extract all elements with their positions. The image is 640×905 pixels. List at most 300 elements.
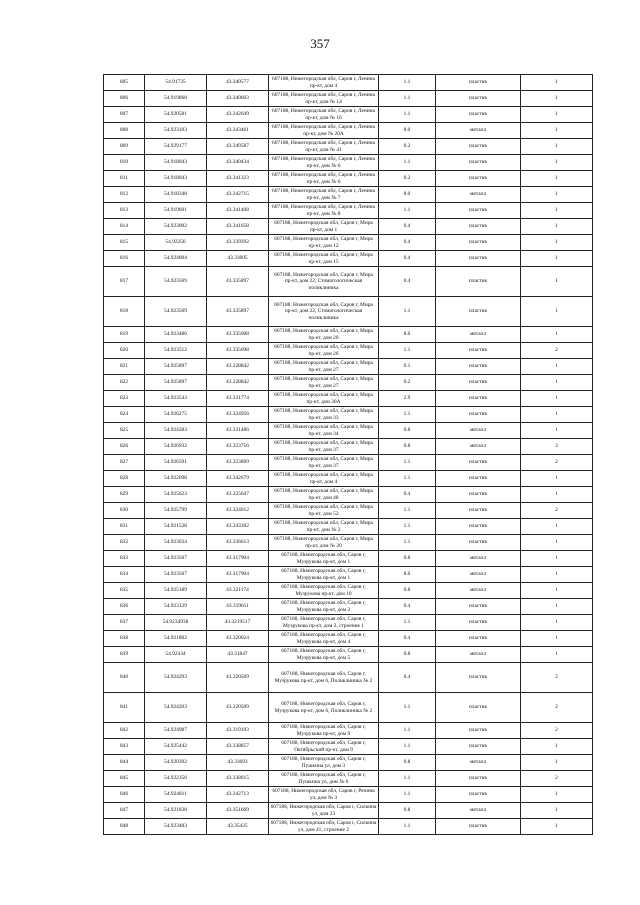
longitude-cell: 43.340577 [207,75,269,91]
material-cell: металл [436,647,521,663]
volume-cell: 1.1 [379,75,436,91]
row-number-cell: 806 [104,91,145,107]
latitude-cell: 54.919868 [145,91,207,107]
table-row [104,663,593,693]
material-cell: металл [436,123,521,139]
quantity-cell: 1 [521,535,593,551]
row-number-cell: 816 [104,251,145,267]
longitude-cell: 43.335098 [207,343,269,359]
table-row [104,375,593,391]
quantity-cell: 1 [521,739,593,755]
quantity-cell: 1 [521,75,593,91]
volume-cell: 0.4 [379,599,436,615]
row-number-cell: 828 [104,471,145,487]
table-row [104,471,593,487]
latitude-cell: 54.923483 [145,819,207,835]
latitude-cell: 54.926275 [145,407,207,423]
row-number-cell: 836 [104,599,145,615]
latitude-cell: 54.921802 [145,631,207,647]
volume-cell: 1.1 [379,91,436,107]
quantity-cell: 1 [521,803,593,819]
latitude-cell: 54.918348 [145,187,207,203]
row-number-cell: 841 [104,693,145,723]
row-number-cell: 829 [104,487,145,503]
table-row [104,75,593,91]
table-row [104,615,593,631]
row-number-cell: 824 [104,407,145,423]
table-row [104,235,593,251]
material-cell: пластик [436,359,521,375]
quantity-cell: 1 [521,407,593,423]
address-cell: 607188, Нижегородская обл, Саров г, Мира пр-кт, дом 52 [269,503,379,519]
quantity-cell: 1 [521,123,593,139]
volume-cell: 0.8 [379,439,436,455]
row-number-cell: 833 [104,551,145,567]
address-cell: 607188, Нижегородская обл, Саров г, Мира пр-кт, дом 33 [269,407,379,423]
quantity-cell: 1 [521,235,593,251]
address-cell: 607188, Нижегородская обл, Саров г, Ленина пр-кт, дом № 6 [269,171,379,187]
material-cell: пластик [436,251,521,267]
quantity-cell: 1 [521,359,593,375]
address-cell: 607188, Нижегородская обл, Саров г, Октябрьский пр-кт, дом 9 [269,739,379,755]
address-cell: 607188, Нижегородская обл, Саров г, Музрукова пр-кт, дом 1 [269,551,379,567]
longitude-cell: 43.335008 [207,327,269,343]
row-number-cell: 843 [104,739,145,755]
table-row [104,503,593,519]
address-cell: 607188, Нижегородская обл, Саров г, Мира пр-кт, дом 27 [269,359,379,375]
quantity-cell: 2 [521,503,593,519]
longitude-cell: 43.320509 [207,693,269,723]
volume-cell: 1.1 [379,471,436,487]
address-cell: 607188, Нижегородская обл, Саров г, Мира пр-кт, дом 1 [269,219,379,235]
quantity-cell: 1 [521,171,593,187]
volume-cell: 0.8 [379,755,436,771]
row-number-cell: 819 [104,327,145,343]
table-row [104,487,593,503]
material-cell: пластик [436,693,521,723]
quantity-cell: 1 [521,615,593,631]
latitude-cell: 54.925623 [145,487,207,503]
latitude-cell: 54.9234938 [145,615,207,631]
address-cell: 607188, Нижегородская обл, Саров г, Музрукова пр-кт, дом 9 [269,723,379,739]
material-cell: пластик [436,615,521,631]
address-cell: 607188, Нижегородская обл, Саров г, Силкина ул, дом 23 [269,803,379,819]
address-cell: 607188, Нижегородская обл, Саров г, Мира пр-кт, дом 34 [269,423,379,439]
quantity-cell: 1 [521,819,593,835]
address-cell: 607188, Нижегородская обл, Саров г, Пушкина ул, дом 3 [269,755,379,771]
table-row [104,123,593,139]
volume-cell: 8.0 [379,327,436,343]
quantity-cell: 1 [521,139,593,155]
row-number-cell: 845 [104,771,145,787]
table-row [104,407,593,423]
row-number-cell: 839 [104,647,145,663]
material-cell: металл [436,567,521,583]
material-cell: пластик [436,391,521,407]
material-cell: пластик [436,739,521,755]
latitude-cell: 54.920581 [145,107,207,123]
material-cell: пластик [436,455,521,471]
quantity-cell: 1 [521,631,593,647]
address-cell: 607188, Нижегородская обл, Саров г, Мира пр-кт, дом 26 [269,343,379,359]
material-cell: металл [436,803,521,819]
longitude-cell: 43.340603 [207,91,269,107]
latitude-cell: 54.921528 [145,519,207,535]
latitude-cell: 54.925442 [145,739,207,755]
table-row [104,251,593,267]
longitude-cell: 43.336613 [207,535,269,551]
longitude-cell: 43.342715 [207,187,269,203]
address-cell: 607188, Нижегородская обл, Саров г, Мира пр-кт, дом 4 [269,471,379,487]
latitude-cell: 54.923507 [145,551,207,567]
address-cell: 607188, Нижегородская обл, Саров г, Мира пр-кт, дом № 2 [269,519,379,535]
row-number-cell: 827 [104,455,145,471]
latitude-cell: 54.924987 [145,723,207,739]
table-row [104,723,593,739]
row-number-cell: 821 [104,359,145,375]
volume-cell: 8.0 [379,123,436,139]
volume-cell: 1.1 [379,503,436,519]
latitude-cell: 54.918043 [145,155,207,171]
material-cell: металл [436,327,521,343]
table-row [104,171,593,187]
volume-cell: 0.1 [379,359,436,375]
quantity-cell: 2 [521,723,593,739]
longitude-cell: 43.335897 [207,297,269,327]
row-number-cell: 826 [104,439,145,455]
table-row [104,631,593,647]
quantity-cell: 2 [521,693,593,723]
longitude-cell: 43.339392 [207,235,269,251]
latitude-cell: 54.919601 [145,203,207,219]
address-cell: 607188, Нижегородская обл, Саров г, Пушкина ул, дом № 6 [269,771,379,787]
longitude-cell: 43.324012 [207,503,269,519]
longitude-cell: 43.331774 [207,391,269,407]
address-cell: 607188, Нижегородская обл, Саров г, Ленина пр-кт, дом 4 [269,75,379,91]
volume-cell: 0.4 [379,631,436,647]
longitude-cell: 43.342649 [207,107,269,123]
table-row [104,551,593,567]
latitude-cell: 54.925799 [145,503,207,519]
material-cell: пластик [436,519,521,535]
row-number-cell: 822 [104,375,145,391]
quantity-cell: 1 [521,647,593,663]
row-number-cell: 808 [104,123,145,139]
material-cell: металл [436,439,521,455]
page-number: 357 [310,36,330,51]
address-cell: 607188, Нижегородская обл, Саров г, Ленина пр-кт, дом № 14 [269,91,379,107]
material-cell: пластик [436,771,521,787]
latitude-cell: 54.920392 [145,755,207,771]
address-cell: 607188, Нижегородская обл, Саров г, Мира пр-кт, дом 22, Стоматологическая поликлиника [269,267,379,297]
volume-cell: 1.1 [379,693,436,723]
row-number-cell: 838 [104,631,145,647]
table-row [104,693,593,723]
volume-cell: 1.1 [379,407,436,423]
table-row [104,519,593,535]
volume-cell: 1.1 [379,819,436,835]
longitude-cell: 43.328842 [207,359,269,375]
longitude-cell: 43.328842 [207,375,269,391]
material-cell: пластик [436,631,521,647]
quantity-cell: 1 [521,327,593,343]
longitude-cell: 43.341323 [207,171,269,187]
table-row [104,155,593,171]
address-cell: 607188, Нижегородская обл, Саров г, Мира пр-кт, дом 37 [269,455,379,471]
latitude-cell: 54.923507 [145,567,207,583]
address-cell: 607188, Нижегородская обл, Саров г, Мира пр-кт, дом 48 [269,487,379,503]
quantity-cell: 1 [521,787,593,803]
longitude-cell: 43.324956 [207,407,269,423]
address-cell: 607188, Нижегородская обл, Саров г, Ленина пр-кт, дом № 41 [269,139,379,155]
volume-cell: 0.2 [379,171,436,187]
table-row [104,139,593,155]
longitude-cell: 43.321174 [207,583,269,599]
volume-cell: 0.2 [379,139,436,155]
latitude-cell: 54.923569 [145,267,207,297]
row-number-cell: 813 [104,203,145,219]
latitude-cell: 54.925897 [145,359,207,375]
latitude-cell: 54.923486 [145,327,207,343]
volume-cell: 1.1 [379,535,436,551]
material-cell: пластик [436,107,521,123]
address-cell: 607188, Нижегородская обл, Саров г, Репина ул, дом № 3 [269,787,379,803]
quantity-cell: 1 [521,155,593,171]
latitude-cell: 54.924811 [145,787,207,803]
address-cell: 607188, Нижегородская обл, Саров г, Мира пр-кт, дом № 20 [269,535,379,551]
longitude-cell: 43.343461 [207,123,269,139]
volume-cell: 1.1 [379,723,436,739]
quantity-cell: 1 [521,519,593,535]
latitude-cell: 54.923002 [145,219,207,235]
latitude-cell: 54.923034 [145,535,207,551]
latitude-cell: 54.922356 [145,771,207,787]
row-number-cell: 811 [104,171,145,187]
longitude-cell: 43.33693 [207,755,269,771]
latitude-cell: 54.923569 [145,297,207,327]
volume-cell: 0.4 [379,219,436,235]
volume-cell: 2.9 [379,391,436,407]
material-cell: пластик [436,75,521,91]
latitude-cell: 54.926932 [145,439,207,455]
address-cell: 607188, Нижегородская обл, Саров г, Мира пр-кт, дом 27 [269,375,379,391]
longitude-cell: 43.335897 [207,267,269,297]
table-row [104,343,593,359]
volume-cell: 1.1 [379,615,436,631]
volume-cell: 0.8 [379,551,436,567]
row-number-cell: 805 [104,75,145,91]
quantity-cell: 1 [521,203,593,219]
table-row [104,219,593,235]
latitude-cell: 54.924203 [145,693,207,723]
quantity-cell: 1 [521,567,593,583]
quantity-cell: 1 [521,251,593,267]
material-cell: пластик [436,819,521,835]
table-row [104,297,593,327]
latitude-cell: 54.929177 [145,139,207,155]
row-number-cell: 848 [104,819,145,835]
address-cell: 607188, Нижегородская обл, Саров г, Силкина ул, дом 41, строение 2 [269,819,379,835]
row-number-cell: 831 [104,519,145,535]
row-number-cell: 815 [104,235,145,251]
container-sites-table [103,74,593,835]
row-number-cell: 812 [104,187,145,203]
quantity-cell: 1 [521,187,593,203]
latitude-cell: 54.923103 [145,123,207,139]
latitude-cell: 54.921838 [145,803,207,819]
quantity-cell: 1 [521,297,593,327]
table-row [104,819,593,835]
address-cell: 607188, Нижегородская обл, Саров г, Мира пр-кт, дом 12 [269,235,379,251]
row-number-cell: 823 [104,391,145,407]
row-number-cell: 817 [104,267,145,297]
quantity-cell: 2 [521,663,593,693]
latitude-cell: 54.923512 [145,343,207,359]
row-number-cell: 814 [104,219,145,235]
row-number-cell: 840 [104,663,145,693]
table-row [104,423,593,439]
longitude-cell: 43.317904 [207,551,269,567]
address-cell: 607188, Нижегородская обл, Саров г, Музрукова пр-кт, дом 10 [269,583,379,599]
table-row [104,755,593,771]
longitude-cell: 43.349587 [207,139,269,155]
address-cell: 607188, Нижегородская обл, Саров г, Музрукова пр-кт, дом 6, Поликлиника № 2 [269,693,379,723]
material-cell: пластик [436,663,521,693]
address-cell: 607188, Нижегородская обл, Саров г, Музрукова пр-кт, дом 2 [269,599,379,615]
table-row [104,739,593,755]
volume-cell: 0.4 [379,235,436,251]
table-row [104,391,593,407]
volume-cell: 1.1 [379,787,436,803]
table-body [104,75,593,835]
material-cell: пластик [436,487,521,503]
latitude-cell: 54.92434 [145,647,207,663]
address-cell: 607188, Нижегородская обл, Саров г, Музрукова пр-кт, дом 4 [269,631,379,647]
table-row [104,267,593,297]
volume-cell: 1.1 [379,455,436,471]
material-cell: металл [436,583,521,599]
quantity-cell: 1 [521,755,593,771]
material-cell: пластик [436,599,521,615]
row-number-cell: 834 [104,567,145,583]
longitude-cell: 43.319611 [207,599,269,615]
material-cell: пластик [436,375,521,391]
latitude-cell: 54.926591 [145,455,207,471]
longitude-cell: 43.320509 [207,663,269,693]
latitude-cell: 54.91735 [145,75,207,91]
address-cell: 607188, Нижегородская обл, Саров г, Мира пр-кт, дом 22, Стоматологическая поликлиника [269,297,379,327]
latitude-cell: 54.925897 [145,375,207,391]
quantity-cell: 1 [521,471,593,487]
material-cell: металл [436,755,521,771]
quantity-cell: 1 [521,599,593,615]
table-row [104,787,593,803]
row-number-cell: 842 [104,723,145,739]
row-number-cell: 820 [104,343,145,359]
material-cell: пластик [436,503,521,519]
row-number-cell: 832 [104,535,145,551]
longitude-cell: 43.341408 [207,203,269,219]
volume-cell: 0.4 [379,251,436,267]
material-cell: пластик [436,155,521,171]
table-row [104,535,593,551]
longitude-cell: 43.33605 [207,251,269,267]
table-row [104,203,593,219]
address-cell: 607188, Нижегородская обл, Саров г, Ленина пр-кт, дом № 20А [269,123,379,139]
material-cell: пластик [436,535,521,551]
latitude-cell: 54.923129 [145,599,207,615]
address-cell: 607188, Нижегородская обл, Саров г, Мира пр-кт, дом 30А [269,391,379,407]
volume-cell: 1.1 [379,155,436,171]
volume-cell: 1.1 [379,343,436,359]
volume-cell: 0.8 [379,423,436,439]
address-cell: 607188, Нижегородская обл, Саров г, Музрукова пр-кт, дом 5 [269,647,379,663]
table-row [104,647,593,663]
volume-cell: 0.8 [379,647,436,663]
address-cell: 607188, Нижегородская обл, Саров г, Музрукова пр-кт, дом 1 [269,567,379,583]
latitude-cell: 54.918043 [145,171,207,187]
quantity-cell: 1 [521,487,593,503]
volume-cell: 8.0 [379,567,436,583]
material-cell: металл [436,423,521,439]
volume-cell: 1.1 [379,297,436,327]
volume-cell: 0.8 [379,583,436,599]
volume-cell: 1.1 [379,107,436,123]
material-cell: металл [436,551,521,567]
material-cell: пластик [436,91,521,107]
quantity-cell: 1 [521,423,593,439]
address-cell: 607188, Нижегородская обл, Саров г, Ленина пр-кт, дом № 6 [269,155,379,171]
table-row [104,359,593,375]
address-cell: 607188, Нижегородская обл, Саров г, Мира пр-кт, дом 37 [269,439,379,455]
row-number-cell: 810 [104,155,145,171]
longitude-cell: 43.351669 [207,803,269,819]
volume-cell: 0.8 [379,803,436,819]
quantity-cell: 1 [521,391,593,407]
table-row [104,599,593,615]
row-number-cell: 825 [104,423,145,439]
material-cell: пластик [436,787,521,803]
table-row [104,567,593,583]
quantity-cell: 2 [521,343,593,359]
longitude-cell: 43.338857 [207,739,269,755]
material-cell: пластик [436,219,521,235]
latitude-cell: 54.925189 [145,583,207,599]
material-cell: пластик [436,407,521,423]
quantity-cell: 1 [521,583,593,599]
volume-cell: 0.4 [379,663,436,693]
material-cell: пластик [436,235,521,251]
table-row [104,583,593,599]
volume-cell: 0.4 [379,267,436,297]
row-number-cell: 809 [104,139,145,155]
latitude-cell: 54.922098 [145,471,207,487]
volume-cell: 1.1 [379,739,436,755]
table-row [104,327,593,343]
longitude-cell: 43.3219517 [207,615,269,631]
row-number-cell: 835 [104,583,145,599]
quantity-cell: 1 [521,91,593,107]
table-row [104,107,593,123]
longitude-cell: 43.343302 [207,519,269,535]
address-cell: 607188, Нижегородская обл, Саров г, Мира пр-кт, дом 15 [269,251,379,267]
volume-cell: 8.0 [379,187,436,203]
longitude-cell: 43.325647 [207,487,269,503]
table-row [104,91,593,107]
latitude-cell: 54.923543 [145,391,207,407]
latitude-cell: 54.924293 [145,663,207,693]
latitude-cell: 54.924283 [145,423,207,439]
